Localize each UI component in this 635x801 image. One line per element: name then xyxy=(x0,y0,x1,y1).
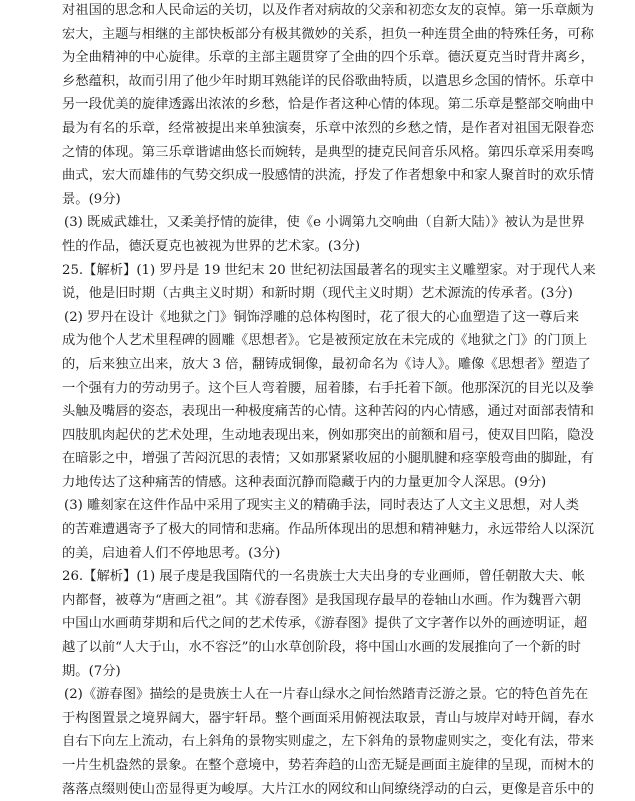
text-line: 于构图置景之境界阔大，器宇轩昂。整个画面采用俯视法取景，青山与坡岸对峙开阔，春水 xyxy=(62,710,594,726)
text-line: 对祖国的思念和人民命运的关切，以及作者对病故的父亲和初恋女友的哀悼。第一乐章颇为 xyxy=(62,3,594,18)
text-line: 宏大，主题与相继的主部快板部分有极其微妙的关系，担负一种连贯全曲的特殊任务，可称 xyxy=(62,26,594,42)
text-line: 景。(9分) xyxy=(62,191,121,207)
text-line: 为全曲精神的中心旋律。乐章的主部主题贯穿了全曲的四个乐章。德沃夏克当时背井离乡， xyxy=(62,50,594,66)
text-line: 越了以前“人大于山，水不容泛”的山水草创阶段，将中国山水画的发展推向了一个新的时 xyxy=(62,640,581,656)
text-line: 说，他是旧时期（古典主义时期）和新时期（现代主义时期）艺术源流的传承者。(3分) xyxy=(62,286,573,302)
text-line: 力地传达了这种痛苦的情感。这种表面沉静而隐藏于内的力量更加令人深思。(9分) xyxy=(62,474,547,490)
text-line: 之情的体现。第三乐章谐谑曲悠长而婉转，是典型的捷克民间音乐风格。第四乐章采用奏鸣 xyxy=(62,144,594,160)
text-line: 内都督，被尊为“唐画之祖”。其《游春图》是我国现存最早的卷轴山水画。作为魏晋六朝 xyxy=(62,592,581,608)
answer-text-block xyxy=(62,0,596,801)
question-25-part-2-line: (2) 罗丹在设计《地狱之门》铜饰浮雕的总体构图时，花了很大的心血塑造了这一尊后来 xyxy=(64,309,580,325)
text-line: 的美，启迪着人们不停地思考。(3分) xyxy=(62,545,281,561)
text-line: 四肢肌肉起伏的艺术处理，生动地表现出来，例如那突出的前额和眉弓，使双目凹陷，隐没 xyxy=(62,427,594,443)
text-line: 另一段优美的旋律透露出浓浓的乡愁，恰是作者这种心情的体现。第二乐章是整部交响曲中 xyxy=(62,97,594,113)
question-25-heading-line: 25.【解析】(1) 罗丹是 19 世纪末 20 世纪初法国最著名的现实主义雕塑家。对于现代人来 xyxy=(62,262,596,278)
text-line: 一片生机盎然的景象。在整个意境中，势若奔趋的山峦无疑是画面主旋律的呈现，而树木的 xyxy=(62,758,594,773)
text-line: 的苦难遭遇寄予了极大的同情和悲痛。作品所体现出的思想和精神魅力，永远带给人以深沉 xyxy=(62,522,594,538)
text-line: 成为他个人艺术里程碑的圆雕《思想者》。它是被预定放在未完成的《地狱之门》的门顶上 xyxy=(62,333,588,349)
text-line: 乡愁蕴积，故而引用了他少年时期耳熟能详的民俗歌曲特质，以遣思乡念国的情怀。乐章中 xyxy=(62,73,594,89)
text-line: 落落点缀则使山峦显得更为峻厚。大片江水的网纹和山间缭绕浮动的白云，更像是音乐中的 xyxy=(62,781,594,797)
text-line: 期。(7分) xyxy=(62,663,121,679)
text-line: 头触及嘴唇的姿态，表现出一种极度痛苦的心情。这种苦闷的内心情感，通过对面部表情和 xyxy=(62,404,594,420)
question-3-answer-line: (3) 既威武雄壮，又柔美抒情的旋律，使《e 小调第九交响曲（自新大陆）》被认为是世界 xyxy=(64,215,585,231)
text-line: 最为有名的乐章，经常被提出来单独演奏，乐章中浓烈的乡愁之情，是作者对祖国无限眷恋 xyxy=(62,120,594,136)
text-line: 曲式，宏大而雄伟的气势交织成一股感情的洪流，抒发了作者想象中和家人聚首时的欢乐情 xyxy=(62,168,594,184)
text-line: 性的作品，德沃夏克也被视为世界的艺术家。(3分) xyxy=(62,238,361,254)
text-line: 一个强有力的劳动男子。这个巨人弯着腰，屈着膝，右手托着下颌。他那深沉的目光以及拳 xyxy=(62,380,594,396)
text-line: 中国山水画萌芽期和后代之间的艺术传承，《游春图》提供了文字著作以外的画迹明证，超 xyxy=(62,616,588,632)
text-line: 自右下向左上流动，右上斜角的景物实则虚之，左下斜角的景物虚则实之，变化有法，带来 xyxy=(62,734,594,750)
text-line: 的，后来独立出来，放大 3 倍，翻铸成铜像，最初命名为《诗人》。雕像《思想者》塑造了 xyxy=(62,356,591,372)
question-26-heading-line: 26.【解析】(1) 展子虔是我国隋代的一名贵族士大夫出身的专业画师，曾任朝散大夫、帐 xyxy=(62,569,585,585)
question-26-part-2-line: (2)《游春图》描绘的是贵族士人在一片春山绿水之间怡然踏青泛游之景。它的特色首先在 xyxy=(64,687,589,703)
question-25-part-3-line: (3) 雕刻家在这件作品中采用了现实主义的精确手法，同时表达了人文主义思想，对人类 xyxy=(64,498,580,514)
text-line: 在暗影之中，增强了苦闷沉思的表情；又如那紧紧收屈的小腿肌腱和痉挛般弯曲的脚趾，有 xyxy=(62,451,594,467)
